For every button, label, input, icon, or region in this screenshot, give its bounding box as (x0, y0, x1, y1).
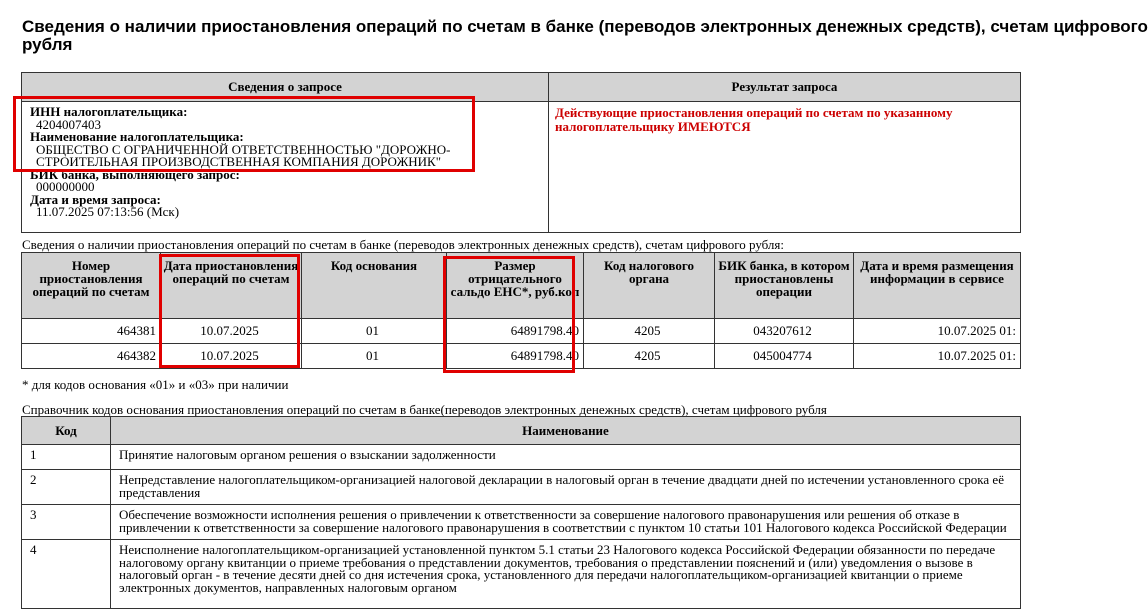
suspensions-caption: Сведения о наличии приостановления операций по счетам в банке (переводов электронных денежных средств), счетам цифрового рубля: (22, 237, 785, 252)
cell-bik: 045004774 (715, 344, 854, 369)
cell-tax-office: 4205 (584, 344, 715, 369)
list-item (22, 470, 1021, 505)
page-title (22, 17, 1148, 54)
cell-code: 01 (302, 319, 447, 344)
codes-table (21, 416, 1021, 609)
taxpayer-name-label: Наименование налогоплательщика: (30, 129, 244, 144)
col-header-date: Дата приостановления операций по счетам (161, 253, 302, 319)
code-value: 2 (22, 470, 111, 505)
codes-header-code: Код (22, 417, 111, 445)
col-header-code: Код основания (302, 253, 447, 319)
col-header-tax-office: Код налогового органа (584, 253, 715, 319)
code-description: Непредставление налогоплательщиком-организацией налоговой декларации в налоговый орган в течение двадцати дней по истечении установленного срока её представления (111, 470, 1021, 505)
taxpayer-name-value: ОБЩЕСТВО С ОГРАНИЧЕННОЙ ОТВЕТСТВЕННОСТЬЮ "ДОРОЖНО-СТРОИТЕЛЬНАЯ ПРОИЗВОДСТВЕННАЯ КОМПАНИЯ ДОРОЖНИК" (36, 141, 451, 169)
request-info-header: Сведения о запросе (22, 73, 549, 102)
inn-value: 4204007403 (36, 116, 101, 132)
code-value: 4 (22, 540, 111, 609)
request-result-cell (549, 102, 1021, 233)
code-description: Обеспечение возможности исполнения решения о привлечении к ответственности за совершение налогового правонарушения или решения об отказе в привлечении к ответственности за совершение налогового правонарушения в соответствии с пунктом 10 статьи 101 Налогового кодекса Российской Федерации (111, 505, 1021, 540)
list-item (22, 505, 1021, 540)
title-line-1: Сведения о наличии приостановления операций по счетам в банке (переводов электронных денежных средств), счетам цифрового (22, 17, 1148, 36)
title-line-2: рубля (22, 35, 73, 54)
inn-label: ИНН налогоплательщика: (30, 104, 188, 119)
list-item (22, 445, 1021, 470)
code-value: 3 (22, 505, 111, 540)
request-result-text: Действующие приостановления операций по счетам по указанному налогоплательщику ИМЕЮТСЯ (555, 105, 953, 134)
list-item (22, 540, 1021, 609)
footnote: * для кодов основания «01» и «03» при наличии (22, 377, 289, 392)
code-value: 1 (22, 445, 111, 470)
bik-label: БИК банка, выполняющего запрос: (30, 166, 240, 182)
request-result-header: Результат запроса (549, 73, 1021, 102)
code-description: Неисполнение налогоплательщиком-организацией установленной пунктом 5.1 статьи 23 Налогового кодекса Российской Федерации обязанности по передаче налоговому органу квитанции о приеме требования о представлении документов, требования о представлении пояснений и (или) уведомления о вызове в налоговый орган - в течение десяти дней со дня истечения срока, установленного для передачи налогоплательщиком-организацией квитанции о приеме электронных документов, направленных налоговым органом (111, 540, 1021, 609)
cell-datetime: 10.07.2025 01: (854, 319, 1021, 344)
cell-code: 01 (302, 344, 447, 369)
col-header-datetime: Дата и время размещения информации в сервисе (854, 253, 1021, 319)
cell-datetime: 10.07.2025 01: (854, 344, 1021, 369)
cell-number: 464381 (22, 319, 161, 344)
request-datetime-value: 11.07.2025 07:13:56 (Мск) (36, 204, 180, 219)
code-description: Принятие налоговым органом решения о взыскании задолженности (111, 445, 1021, 470)
cell-saldo: 64891798.40 (447, 344, 584, 369)
col-header-bik: БИК банка, в котором приостановлены операции (715, 253, 854, 319)
cell-date: 10.07.2025 (161, 344, 302, 369)
col-header-saldo: Размер отрицательного сальдо ЕНС*, руб.коп (447, 253, 584, 319)
cell-number: 464382 (22, 344, 161, 369)
highlight-box-date-column (159, 254, 300, 368)
request-datetime-label: Дата и время запроса: (30, 191, 161, 207)
cell-bik: 043207612 (715, 319, 854, 344)
col-header-number: Номер приостановления операций по счетам (22, 253, 161, 319)
highlight-box-saldo-column (443, 256, 575, 373)
bik-value: 000000000 (36, 179, 95, 194)
cell-tax-office: 4205 (584, 319, 715, 344)
cell-saldo: 64891798.40 (447, 319, 584, 344)
codes-caption: Справочник кодов основания приостановления операций по счетам в банке(переводов электронных денежных средств), счетам цифрового рубля (22, 402, 827, 417)
highlight-box-taxpayer (13, 96, 475, 172)
codes-header-name: Наименование (111, 417, 1021, 445)
cell-date: 10.07.2025 (161, 319, 302, 344)
